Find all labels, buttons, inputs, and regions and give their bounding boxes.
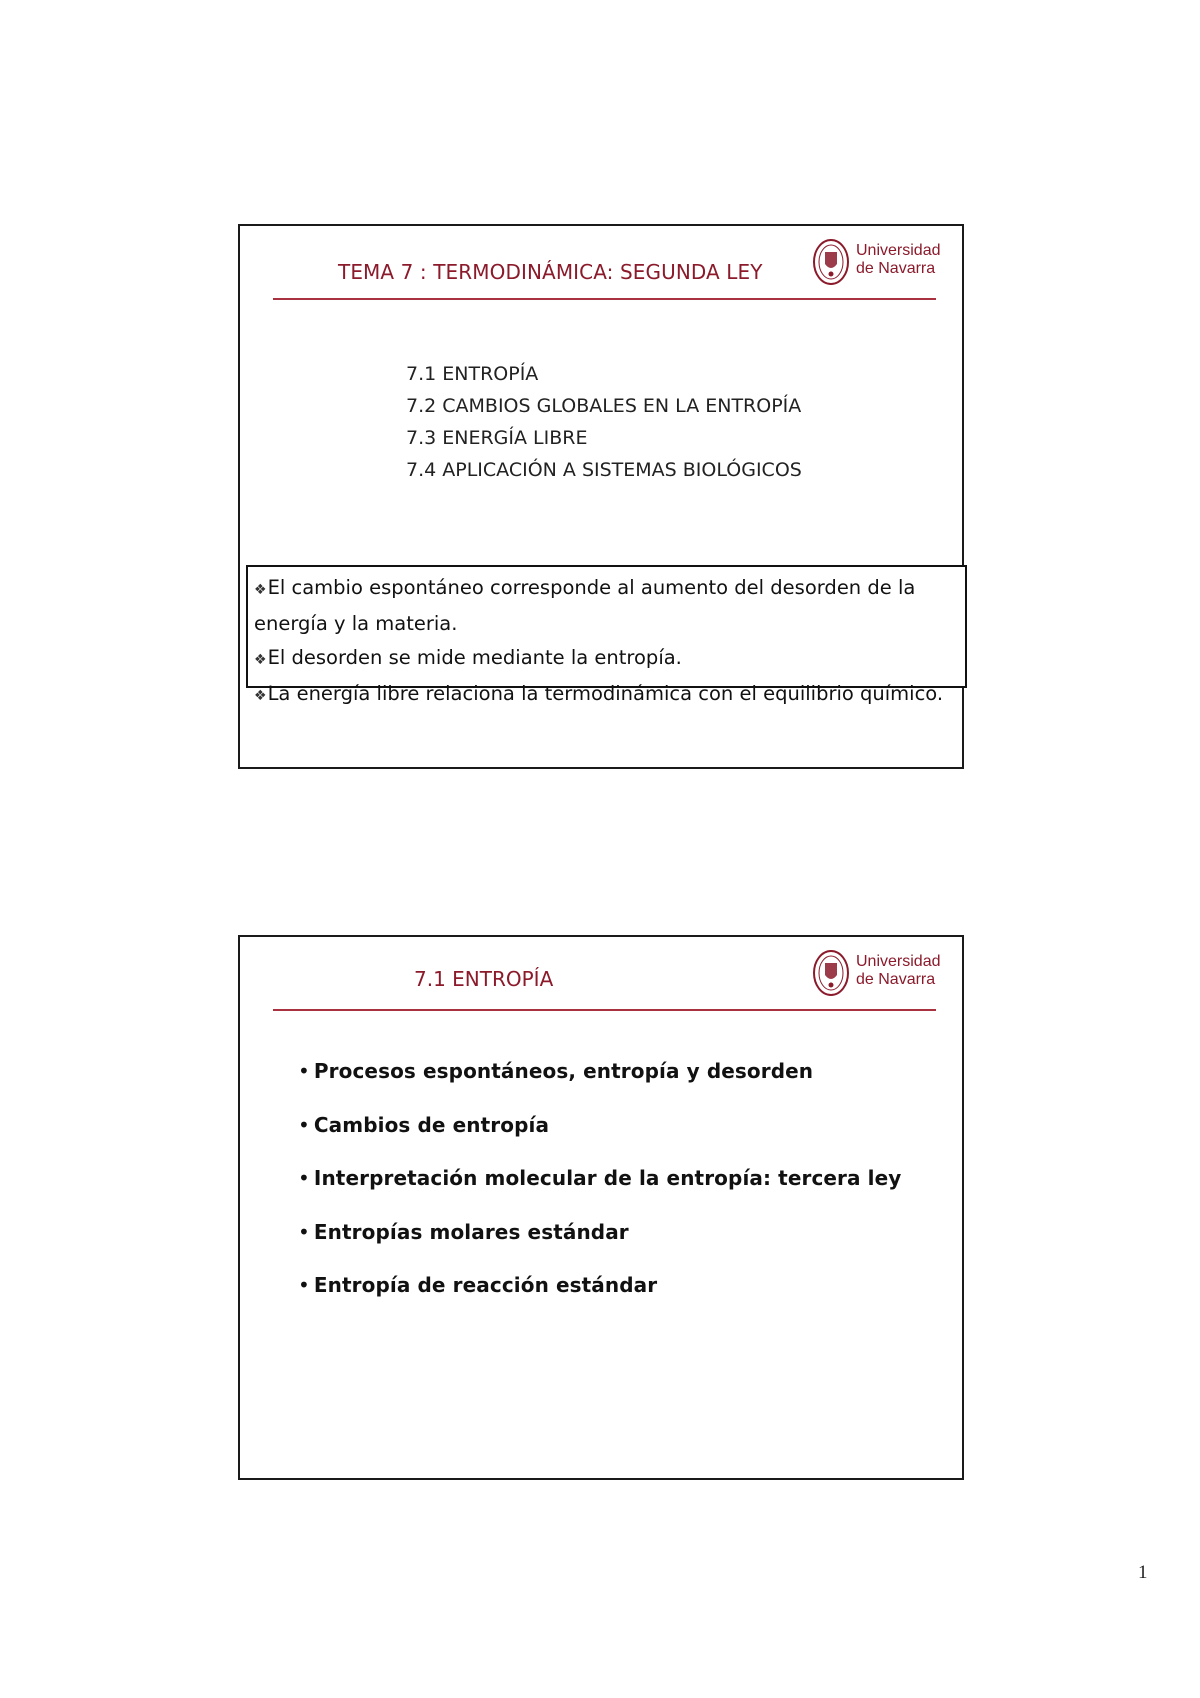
topic-text: Entropía de reacción estándar: [313, 1273, 658, 1297]
university-seal-icon: [812, 238, 850, 286]
toc-item: 7.4 APLICACIÓN A SISTEMAS BIOLÓGICOS: [406, 459, 802, 481]
list-item: [298, 1259, 901, 1313]
bullet-icon: •: [298, 1219, 310, 1244]
title-underline: [273, 298, 936, 300]
topic-text: Entropías molares estándar: [313, 1219, 629, 1244]
logo-line-1: Universidad: [856, 242, 941, 259]
list-item: [298, 1045, 901, 1099]
summary-text: El desorden se mide mediante la entropía.: [267, 646, 682, 669]
toc-item: 7.1 ENTROPÍA: [406, 363, 539, 385]
university-seal-icon: [812, 949, 850, 997]
summary-line: [248, 571, 965, 607]
slide-title: 7.1 ENTROPÍA: [414, 967, 554, 991]
topic-text: Procesos espontáneos, entropía y desorden: [313, 1059, 814, 1083]
summary-line: [248, 641, 965, 677]
logo-line-1: Universidad: [856, 953, 941, 970]
topic-text: Cambios de entropía: [313, 1112, 550, 1137]
table-of-contents: [406, 358, 802, 486]
summary-text: La energía libre relaciona la termodinámica con el equilibrio químico.: [267, 682, 944, 705]
list-item: [298, 1152, 901, 1206]
slide-1: [238, 224, 964, 769]
toc-item: 7.3 ENERGÍA LIBRE: [406, 427, 588, 449]
slide-title: TEMA 7 : TERMODINÁMICA: SEGUNDA LEY: [338, 260, 763, 284]
list-item: [298, 1206, 901, 1260]
summary-text: energía y la materia.: [254, 612, 458, 635]
logo-line-2: de Navarra: [856, 260, 936, 277]
slide-2: [238, 935, 964, 1480]
logo-line-2: de Navarra: [856, 971, 936, 988]
bullet-icon: •: [298, 1273, 310, 1297]
summary-box: [246, 565, 967, 705]
university-logo: [812, 236, 952, 292]
diamond-bullet-icon: ❖: [254, 652, 267, 668]
topic-text: Interpretación molecular de la entropía: tercera ley: [313, 1166, 902, 1190]
bullet-icon: •: [298, 1166, 310, 1190]
list-item: [298, 1099, 901, 1153]
diamond-bullet-icon: ❖: [254, 688, 267, 704]
title-underline: [273, 1009, 936, 1011]
topic-list: [298, 1045, 901, 1313]
summary-line: [248, 677, 965, 713]
toc-item: 7.2 CAMBIOS GLOBALES EN LA ENTROPÍA: [406, 395, 802, 417]
summary-line: [248, 607, 965, 641]
bullet-icon: •: [298, 1112, 310, 1137]
bullet-icon: •: [298, 1059, 310, 1083]
page-number: 1: [1138, 1562, 1148, 1583]
diamond-bullet-icon: ❖: [254, 582, 267, 598]
summary-text: El cambio espontáneo corresponde al aumento del desorden de la: [267, 576, 916, 599]
university-logo: [812, 947, 952, 1003]
